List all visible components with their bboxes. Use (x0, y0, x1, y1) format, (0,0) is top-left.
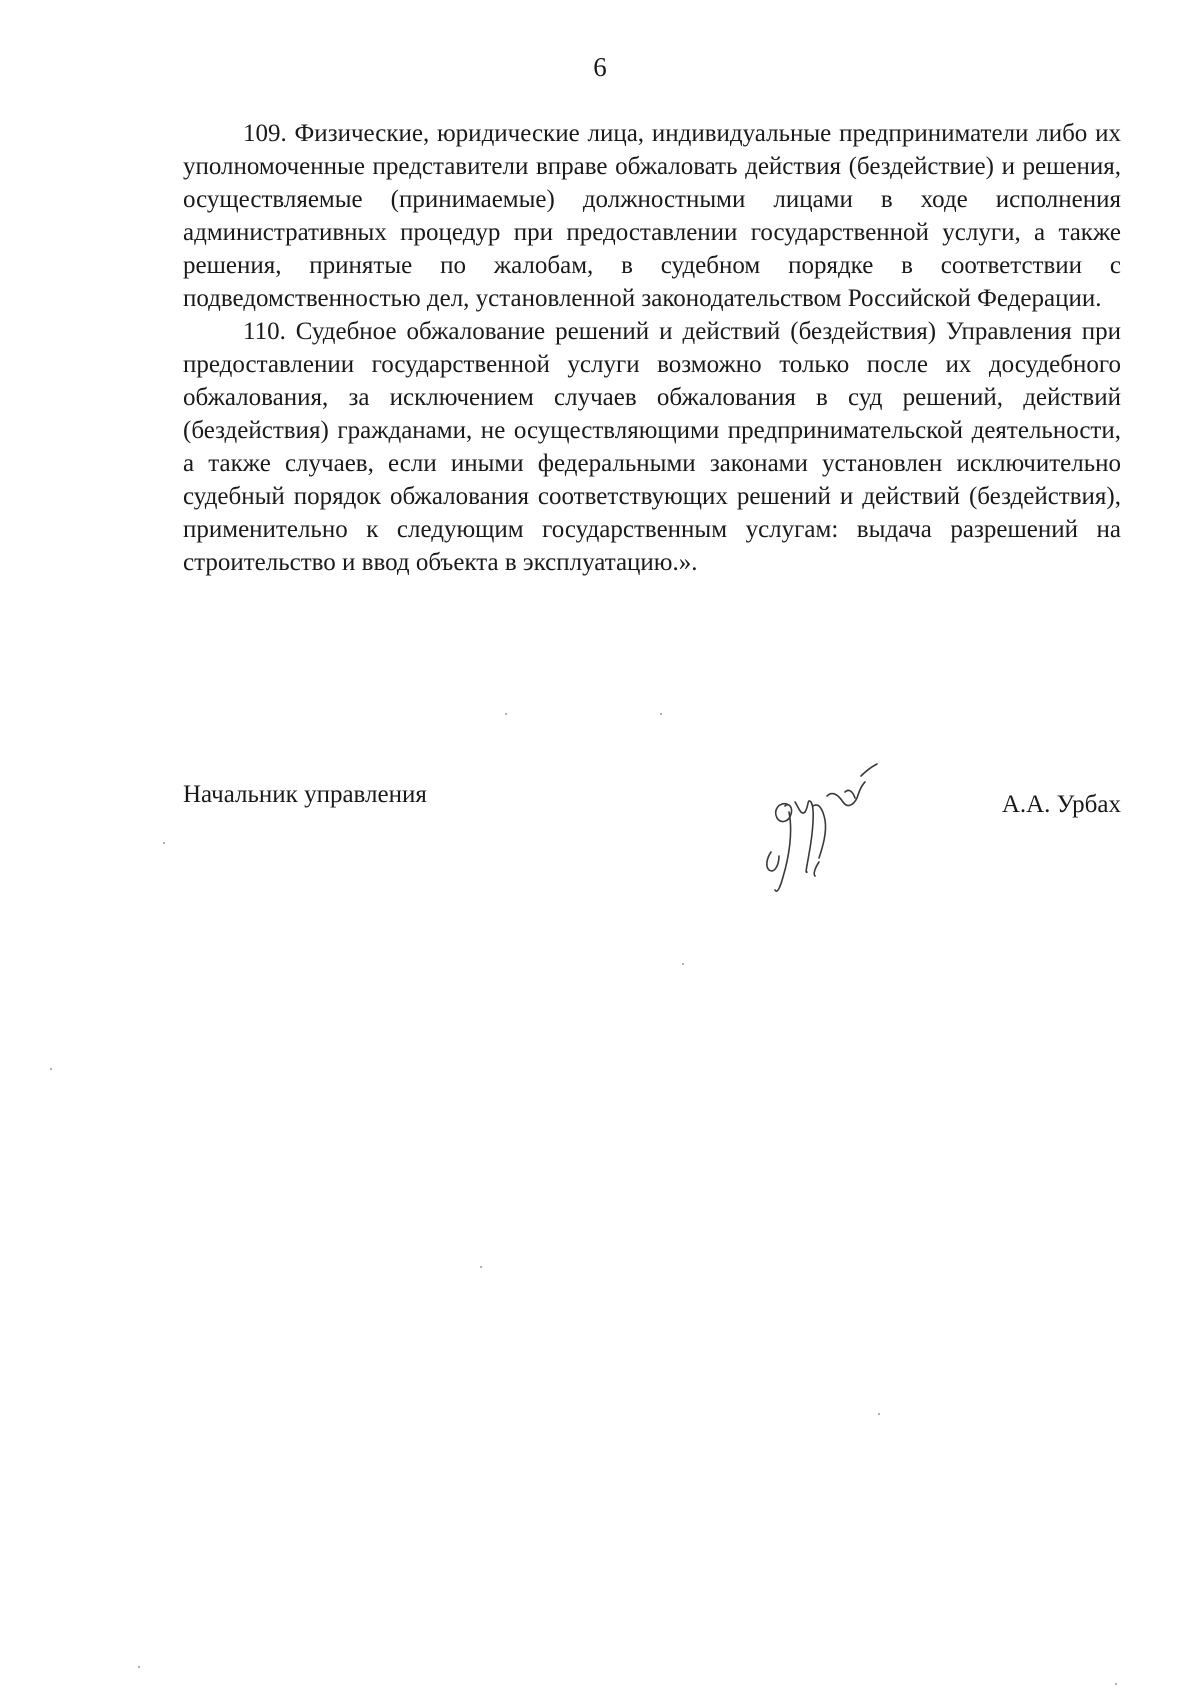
scan-speck (138, 1666, 140, 1668)
signature-block (183, 770, 1121, 930)
scan-speck (660, 713, 662, 715)
paragraph-110: 110. Судебное обжалование решений и действий (бездействия) Управления при предоставлении государственной услуги возможно только после их досудебного обжалования, за исключением случаев обжалования в суд решений, действий (бездействия) гражданами, не осуществляющими предпринимательской деятельности, а также случаев, если иными федеральными законами установлен исключительно судебный порядок обжалования соответствующих решений и действий (бездействия), применительно к следующим государственным услугам: выдача разрешений на строительство и ввод объекта в эксплуатацию.». (183, 318, 1121, 576)
scan-speck (480, 1266, 482, 1268)
signer-title: Начальник управления (183, 781, 427, 808)
page-number: 6 (593, 52, 607, 82)
scan-speck (50, 1068, 52, 1070)
scan-speck (505, 713, 507, 715)
signer-name: А.А. Урбах (1001, 791, 1121, 818)
handwritten-signature (749, 762, 899, 907)
scan-speck (878, 1413, 880, 1415)
scan-speck (163, 842, 165, 844)
document-body (183, 117, 1121, 579)
scan-speck (1115, 1683, 1117, 1685)
scan-speck (682, 963, 684, 965)
paragraph-109: 109. Физические, юридические лица, индивидуальные предприниматели либо их уполномоченные представители вправе обжаловать действия (бездействие) и решения, осуществляемые (принимаемые) должностными лицами в ходе исполнения административных процедур при предоставлении государственной услуги, а также решения, принятые по жалобам, в судебном порядке в соответствии с подведомственностью дел, установленной законодательством Российской Федерации. (183, 120, 1121, 312)
